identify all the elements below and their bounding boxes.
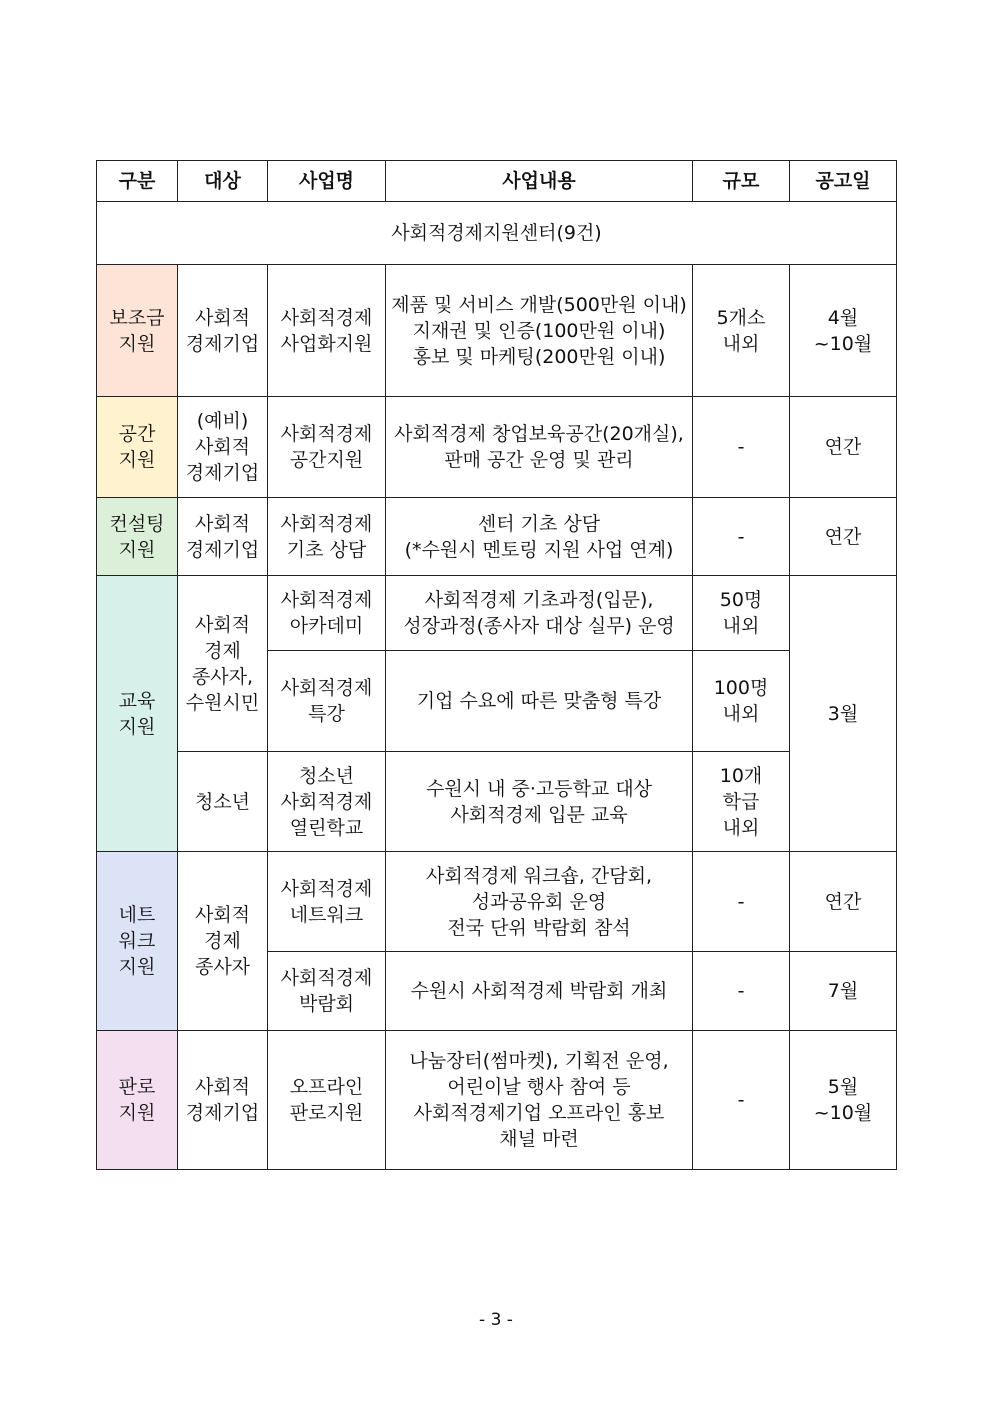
table-row [97,852,897,952]
target-cell: 청소년 [178,752,268,852]
date-cell: 3월 [790,576,897,852]
program-content-cell: 센터 기초 상담 (*수원시 멘토링 지원 사업 연계) [386,498,693,576]
program-name-cell: 사회적경제 공간지원 [268,397,386,498]
header-target: 대상 [178,161,268,202]
program-content-cell: 수원시 사회적경제 박람회 개최 [386,952,693,1031]
program-name-cell: 사회적경제 네트워크 [268,852,386,952]
support-programs-table [96,160,897,1170]
program-name-cell: 사회적경제 사업화지원 [268,265,386,397]
date-cell: 7월 [790,952,897,1031]
program-content-cell: 사회적경제 기초과정(입문), 성장과정(종사자 대상 실무) 운영 [386,576,693,651]
scale-cell: 100명 내외 [693,651,790,752]
date-cell: 연간 [790,852,897,952]
program-name-cell: 사회적경제 기초 상담 [268,498,386,576]
category-consulting: 컨설팅 지원 [97,498,178,576]
section-title-row [97,202,897,265]
program-content-cell: 수원시 내 중·고등학교 대상 사회적경제 입문 교육 [386,752,693,852]
section-title: 사회적경제지원센터(9건) [97,202,897,265]
category-space: 공간 지원 [97,397,178,498]
table-row [97,397,897,498]
program-content-cell: 제품 및 서비스 개발(500만원 이내) 지재권 및 인증(100만원 이내) 홍보 및 마케팅(200만원 이내) [386,265,693,397]
category-education: 교육 지원 [97,576,178,852]
scale-cell: 5개소 내외 [693,265,790,397]
scale-cell: - [693,852,790,952]
scale-cell: - [693,952,790,1031]
scale-cell: - [693,1031,790,1170]
target-cell: 사회적 경제 종사자, 수원시민 [178,576,268,752]
category-sales: 판로 지원 [97,1031,178,1170]
program-name-cell: 청소년 사회적경제 열린학교 [268,752,386,852]
target-cell: 사회적 경제기업 [178,1031,268,1170]
date-cell: 연간 [790,397,897,498]
header-announce-date: 공고일 [790,161,897,202]
program-content-cell: 나눔장터(썸마켓), 기획전 운영, 어린이날 행사 참여 등 사회적경제기업 오프라인 홍보 채널 마련 [386,1031,693,1170]
category-subsidy: 보조금 지원 [97,265,178,397]
header-scale: 규모 [693,161,790,202]
page-number: - 3 - [479,1310,513,1330]
date-cell: 5월 ~10월 [790,1031,897,1170]
scale-cell: - [693,498,790,576]
header-row [97,161,897,202]
header-category: 구분 [97,161,178,202]
header-program-name: 사업명 [268,161,386,202]
program-name-cell: 오프라인 판로지원 [268,1031,386,1170]
target-cell: 사회적 경제기업 [178,265,268,397]
target-cell: (예비) 사회적 경제기업 [178,397,268,498]
scale-cell: 10개 학급 내외 [693,752,790,852]
date-cell: 연간 [790,498,897,576]
scale-cell: - [693,397,790,498]
program-content-cell: 사회적경제 창업보육공간(20개실), 판매 공간 운영 및 관리 [386,397,693,498]
program-name-cell: 사회적경제 아카데미 [268,576,386,651]
category-network: 네트 워크 지원 [97,852,178,1031]
table-row [97,1031,897,1170]
program-content-cell: 기업 수요에 따른 맞춤형 특강 [386,651,693,752]
program-content-cell: 사회적경제 워크숍, 간담회, 성과공유회 운영 전국 단위 박람회 참석 [386,852,693,952]
scale-cell: 50명 내외 [693,576,790,651]
table-row [97,576,897,651]
table-row [97,498,897,576]
program-name-cell: 사회적경제 박람회 [268,952,386,1031]
target-cell: 사회적 경제기업 [178,498,268,576]
table-row [97,265,897,397]
target-cell: 사회적 경제 종사자 [178,852,268,1031]
table-row [97,752,897,852]
program-name-cell: 사회적경제 특강 [268,651,386,752]
date-cell: 4월 ~10월 [790,265,897,397]
header-program-content: 사업내용 [386,161,693,202]
